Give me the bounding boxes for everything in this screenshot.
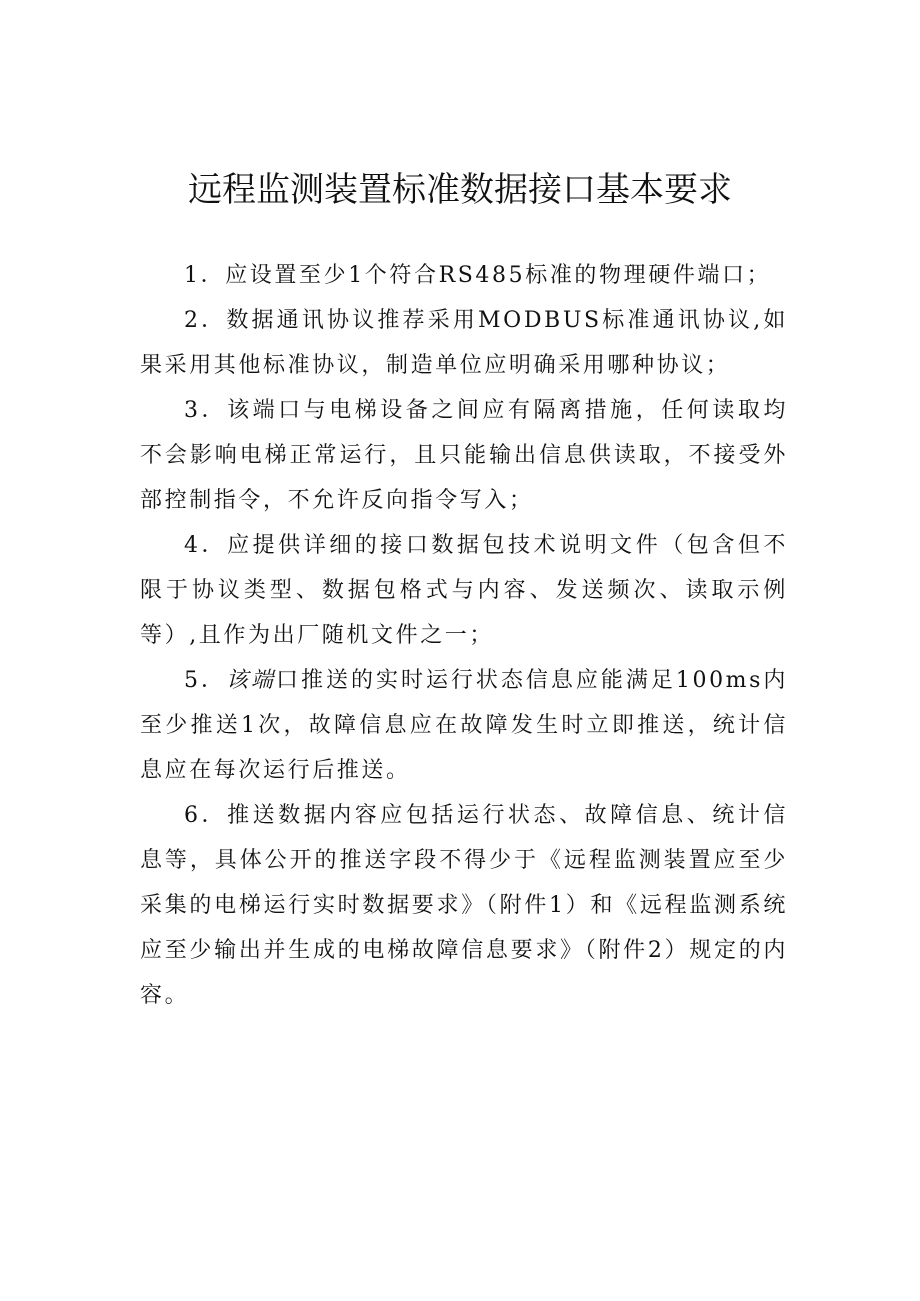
requirement-item-1: 1．应设置至少1个符合RS485标准的物理硬件端口； [184,263,772,288]
item-5-italic-text: 该端 [225,668,276,693]
requirement-item-3: 3．该端口与电梯设备之间应有隔离措施，任何读取均不会影响电梯正常运行，且只能输出信息供读取，不接受外部控制指令，不允许反向指令写入； [140,398,788,513]
requirement-item-2: 2．数据通讯协议推荐采用MODBUS标准通讯协议,如果采用其他标准协议，制造单位应明确采用哪种协议； [140,308,788,378]
document-title: 远程监测装置标准数据接口基本要求 [188,170,732,210]
requirement-item-5 [140,658,788,793]
item-5-number: 5． [184,668,226,693]
requirement-item-4: 4．应提供详细的接口数据包技术说明文件（包含但不限于协议类型、数据包格式与内容、发送频次、读取示例等）,且作为出厂随机文件之一； [140,533,788,648]
requirement-item-6: 6．推送数据内容应包括运行状态、故障信息、统计信息等，具体公开的推送字段不得少于《远程监测装置应至少采集的电梯运行实时数据要求》（附件1）和《远程监测系统应至少输出并生成的电梯故障信息要求》（附件2）规定的内容。 [140,803,788,1008]
document-body [140,253,788,1018]
item-5-text: 口推送的实时运行状态信息应能满足100ms内至少推送1次，故障信息应在故障发生时立即推送，统计信息应在每次运行后推送。 [140,668,789,783]
